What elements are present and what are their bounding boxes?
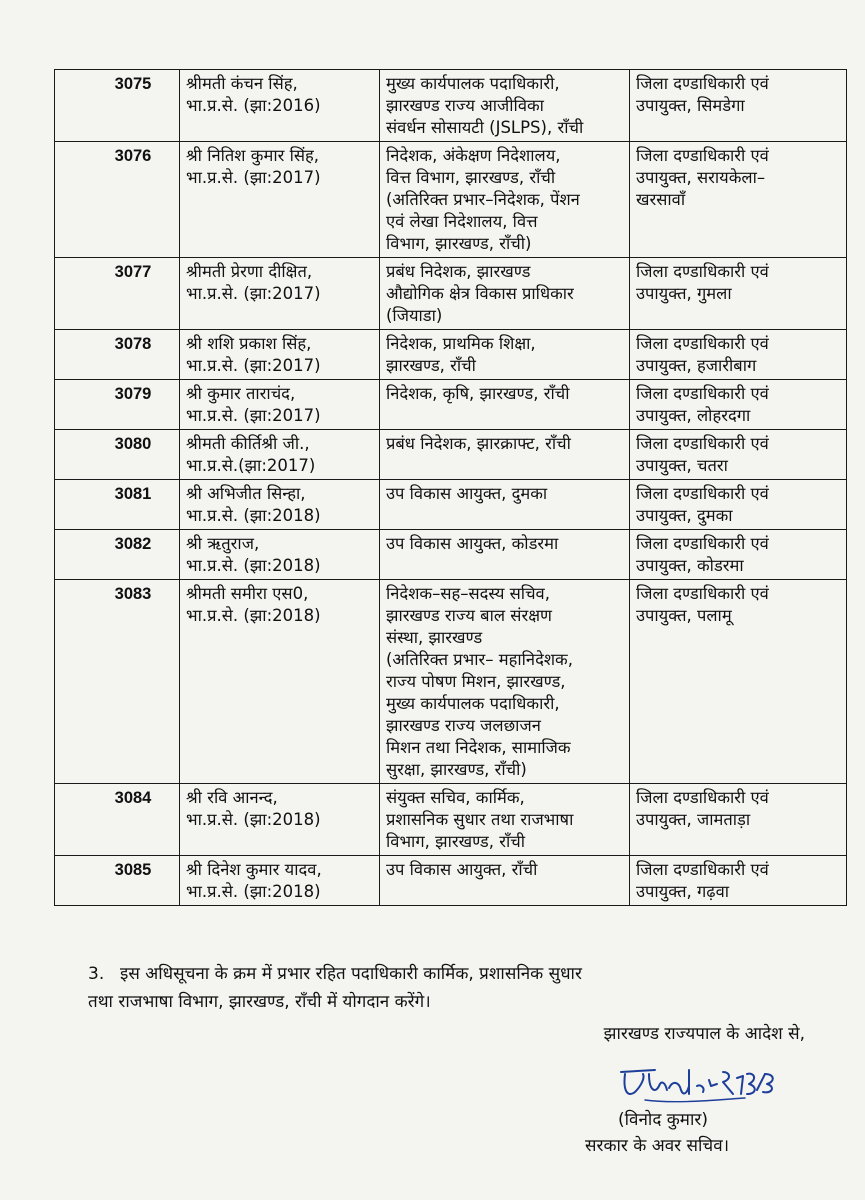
- current-post-cell: [380, 856, 630, 906]
- officer-line: श्रीमती समीरा एस0,: [186, 584, 309, 603]
- officer-line: श्री दिनेश कुमार यादव,: [186, 860, 322, 879]
- officer-line: भा.प्र.से. (झा:2017): [186, 356, 321, 375]
- serial-number: 3084: [114, 789, 152, 807]
- table-row: [55, 784, 847, 856]
- current-post-line: विभाग, झारखण्ड, राँची): [386, 234, 532, 253]
- new-post-line: उपायुक्त, हजारीबाग: [636, 356, 757, 375]
- current-post-line: (जियाडा): [386, 306, 443, 325]
- officer-cell: [180, 258, 380, 330]
- serial-cell: [55, 580, 180, 784]
- paragraph-text-1: इस अधिसूचना के क्रम में प्रभार रहित पदाधिकारी कार्मिक, प्रशासनिक सुधार: [120, 964, 582, 984]
- current-post-cell: [380, 580, 630, 784]
- officer-line: श्रीमती प्रेरणा दीक्षित,: [186, 262, 313, 281]
- table-row: [55, 142, 847, 258]
- new-post-line: जिला दण्डाधिकारी एवं: [636, 584, 769, 603]
- new-post-cell: [630, 784, 847, 856]
- officer-line: श्री अभिजीत सिन्हा,: [186, 484, 306, 503]
- current-post-cell: [380, 784, 630, 856]
- officer-line: भा.प्र.से.(झा:2017): [186, 456, 316, 475]
- current-post-line: उप विकास आयुक्त, कोडरमा: [386, 534, 559, 553]
- serial-number: 3078: [114, 335, 152, 353]
- officer-line: श्री शशि प्रकाश सिंह,: [186, 334, 312, 353]
- new-post-cell: [630, 330, 847, 380]
- officer-line: भा.प्र.से. (झा:2016): [186, 96, 321, 115]
- serial-cell: [55, 70, 180, 142]
- table-row: [55, 70, 847, 142]
- officer-line: भा.प्र.से. (झा:2017): [186, 168, 321, 187]
- new-post-line: उपायुक्त, पलामू: [636, 606, 732, 625]
- current-post-line: वित्त विभाग, झारखण्ड, राँची: [386, 168, 556, 187]
- current-post-line: प्रबंध निदेशक, झारक्राफ्ट, राँची: [386, 434, 571, 453]
- new-post-line: उपायुक्त, लोहरदगा: [636, 406, 751, 425]
- serial-cell: [55, 856, 180, 906]
- serial-number: 3076: [114, 147, 152, 165]
- officer-line: भा.प्र.से. (झा:2018): [186, 606, 321, 625]
- officer-cell: [180, 856, 380, 906]
- serial-number: 3085: [114, 861, 152, 879]
- new-post-line: उपायुक्त, चतरा: [636, 456, 728, 475]
- table-row: [55, 580, 847, 784]
- officer-cell: [180, 784, 380, 856]
- current-post-line: मुख्य कार्यपालक पदाधिकारी,: [386, 694, 560, 713]
- signatory-designation: सरकार के अवर सचिव।: [585, 1136, 730, 1156]
- new-post-cell: [630, 258, 847, 330]
- table-row: [55, 530, 847, 580]
- new-post-line: जिला दण्डाधिकारी एवं: [636, 262, 769, 281]
- new-post-cell: [630, 530, 847, 580]
- new-post-line: जिला दण्डाधिकारी एवं: [636, 74, 769, 93]
- new-post-line: खरसावाँ: [636, 190, 686, 209]
- current-post-line: औद्योगिक क्षेत्र विकास प्राधिकार: [386, 284, 574, 303]
- new-post-cell: [630, 480, 847, 530]
- paragraph-line-1: [0, 960, 828, 988]
- current-post-line: मिशन तथा निदेशक, सामाजिक: [386, 738, 571, 757]
- current-post-cell: [380, 70, 630, 142]
- new-post-line: उपायुक्त, जामताड़ा: [636, 810, 751, 829]
- table-row: [55, 258, 847, 330]
- new-post-line: जिला दण्डाधिकारी एवं: [636, 434, 769, 453]
- new-post-cell: [630, 70, 847, 142]
- new-post-line: जिला दण्डाधिकारी एवं: [636, 534, 769, 553]
- serial-number: 3082: [114, 535, 152, 553]
- table-row: [55, 380, 847, 430]
- current-post-line: उप विकास आयुक्त, दुमका: [386, 484, 548, 503]
- serial-cell: [55, 430, 180, 480]
- current-post-line: (अतिरिक्त प्रभार–निदेशक, पेंशन: [386, 190, 580, 209]
- officer-cell: [180, 380, 380, 430]
- current-post-cell: [380, 480, 630, 530]
- officer-cell: [180, 70, 380, 142]
- table-row: [55, 330, 847, 380]
- current-post-cell: [380, 430, 630, 480]
- new-post-line: जिला दण्डाधिकारी एवं: [636, 384, 769, 403]
- current-post-cell: [380, 142, 630, 258]
- new-post-line: जिला दण्डाधिकारी एवं: [636, 146, 769, 165]
- current-post-line: सुरक्षा, झारखण्ड, राँची): [386, 760, 527, 779]
- serial-number: 3080: [114, 435, 152, 453]
- paragraph-3: [88, 960, 828, 1016]
- officer-line: भा.प्र.से. (झा:2018): [186, 882, 321, 901]
- new-post-line: उपायुक्त, दुमका: [636, 506, 733, 525]
- new-post-line: जिला दण्डाधिकारी एवं: [636, 788, 769, 807]
- officer-line: श्री कुमार ताराचंद,: [186, 384, 296, 403]
- officer-cell: [180, 580, 380, 784]
- serial-cell: [55, 258, 180, 330]
- officer-cell: [180, 530, 380, 580]
- officer-cell: [180, 142, 380, 258]
- current-post-cell: [380, 258, 630, 330]
- current-post-line: मुख्य कार्यपालक पदाधिकारी,: [386, 74, 560, 93]
- new-post-line: उपायुक्त, गढ़वा: [636, 882, 730, 901]
- officer-line: भा.प्र.से. (झा:2018): [186, 556, 321, 575]
- table-row: [55, 480, 847, 530]
- serial-cell: [55, 142, 180, 258]
- current-post-cell: [380, 330, 630, 380]
- new-post-line: उपायुक्त, गुमला: [636, 284, 732, 303]
- current-post-cell: [380, 530, 630, 580]
- current-post-line: एवं लेखा निदेशालय, वित्त: [386, 212, 538, 231]
- current-post-line: संयुक्त सचिव, कार्मिक,: [386, 788, 525, 807]
- new-post-line: जिला दण्डाधिकारी एवं: [636, 860, 769, 879]
- current-post-line: संस्था, झारखण्ड: [386, 628, 483, 647]
- paragraph-number: 3.: [88, 964, 105, 984]
- officer-line: भा.प्र.से. (झा:2018): [186, 810, 321, 829]
- serial-cell: [55, 330, 180, 380]
- current-post-line: संवर्धन सोसायटी (JSLPS), राँची: [386, 118, 584, 137]
- serial-cell: [55, 480, 180, 530]
- current-post-line: प्रबंध निदेशक, झारखण्ड: [386, 262, 531, 281]
- officer-line: श्री ऋतुराज,: [186, 534, 260, 553]
- new-post-cell: [630, 430, 847, 480]
- officer-cell: [180, 330, 380, 380]
- current-post-line: प्रशासनिक सुधार तथा राजभाषा: [386, 810, 574, 829]
- transfer-table: [54, 69, 847, 906]
- current-post-line: निदेशक, अंकेक्षण निदेशालय,: [386, 146, 561, 165]
- current-post-line: निदेशक, प्राथमिक शिक्षा,: [386, 334, 536, 353]
- new-post-cell: [630, 142, 847, 258]
- serial-number: 3083: [114, 585, 152, 603]
- current-post-line: उप विकास आयुक्त, राँची: [386, 860, 538, 879]
- paragraph-text-2: तथा राजभाषा विभाग, झारखण्ड, राँची में योगदान करेंगे।: [88, 992, 431, 1012]
- officer-line: श्रीमती कंचन सिंह,: [186, 74, 298, 93]
- officer-line: भा.प्र.से. (झा:2017): [186, 406, 321, 425]
- current-post-line: झारखण्ड राज्य आजीविका: [386, 96, 544, 115]
- officer-cell: [180, 430, 380, 480]
- serial-cell: [55, 530, 180, 580]
- current-post-line: राज्य पोषण मिशन, झारखण्ड,: [386, 672, 566, 691]
- transfer-table-body: [55, 70, 847, 906]
- new-post-line: उपायुक्त, सरायकेला–: [636, 168, 766, 187]
- serial-cell: [55, 784, 180, 856]
- current-post-line: झारखण्ड राज्य बाल संरक्षण: [386, 606, 552, 625]
- officer-line: श्री नितिश कुमार सिंह,: [186, 146, 320, 165]
- current-post-line: (अतिरिक्त प्रभार– महानिदेशक,: [386, 650, 573, 669]
- table-row: [55, 856, 847, 906]
- serial-number: 3077: [114, 263, 152, 281]
- current-post-cell: [380, 380, 630, 430]
- officer-line: श्री रवि आनन्द,: [186, 788, 278, 807]
- officer-line: भा.प्र.से. (झा:2018): [186, 506, 321, 525]
- new-post-line: उपायुक्त, कोडरमा: [636, 556, 744, 575]
- current-post-line: विभाग, झारखण्ड, राँची: [386, 832, 526, 851]
- new-post-line: जिला दण्डाधिकारी एवं: [636, 484, 769, 503]
- table-row: [55, 430, 847, 480]
- serial-number: 3081: [114, 485, 152, 503]
- new-post-line: उपायुक्त, सिमडेगा: [636, 96, 745, 115]
- officer-line: भा.प्र.से. (झा:2017): [186, 284, 321, 303]
- signatory-name: (विनोद कुमार): [618, 1110, 708, 1130]
- current-post-line: झारखण्ड, राँची: [386, 356, 476, 375]
- new-post-line: जिला दण्डाधिकारी एवं: [636, 334, 769, 353]
- authority-line: झारखण्ड राज्यपाल के आदेश से,: [603, 1024, 805, 1044]
- current-post-line: झारखण्ड राज्य जलछाजन: [386, 716, 541, 735]
- officer-cell: [180, 480, 380, 530]
- current-post-line: निदेशक, कृषि, झारखण्ड, राँची: [386, 384, 570, 403]
- serial-cell: [55, 380, 180, 430]
- new-post-cell: [630, 856, 847, 906]
- current-post-line: निदेशक–सह–सदस्य सचिव,: [386, 584, 550, 603]
- officer-line: श्रीमती कीर्तिश्री जी.,: [186, 434, 310, 453]
- new-post-cell: [630, 380, 847, 430]
- new-post-cell: [630, 580, 847, 784]
- serial-number: 3075: [114, 75, 152, 93]
- serial-number: 3079: [114, 385, 152, 403]
